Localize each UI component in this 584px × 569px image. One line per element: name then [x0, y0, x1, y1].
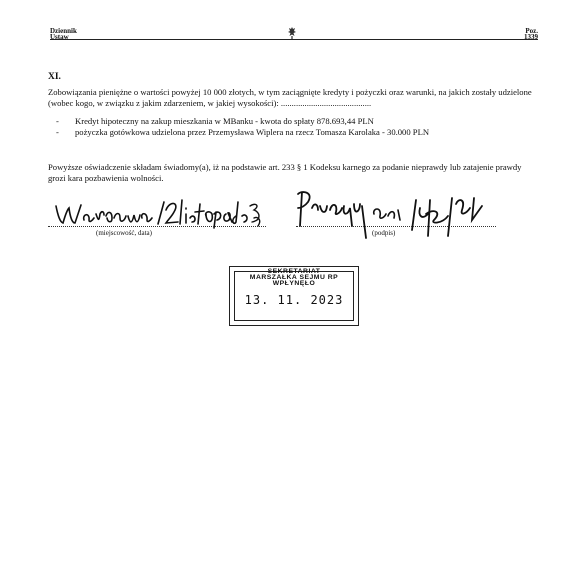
- page-header: [50, 28, 538, 42]
- eagle-emblem-icon: [287, 26, 297, 40]
- journal-name-line1: Dziennik: [50, 27, 77, 35]
- journal-name-line2: Ustaw: [50, 33, 69, 41]
- receipt-stamp: [229, 266, 359, 326]
- position-label: Poz.: [525, 27, 538, 35]
- section-number: XI.: [48, 72, 61, 82]
- place-date-line: [48, 226, 266, 227]
- section-intro: Zobowiązania pieniężne o wartości powyżej 10 000 złotych, w tym zaciągnięte kredyty i pożyczki oraz warunki, na jakich zostały udzielone (wobec kogo, w związku z jakim zdarzeniem, w jakiej wysokości): ..........................................: [48, 87, 532, 108]
- header-rule: [50, 39, 538, 40]
- liabilities-list: [48, 116, 538, 138]
- stamp-line-1: SEKRETARIAT: [267, 268, 321, 275]
- stamp-date: 13. 11. 2023: [244, 293, 344, 307]
- stamp-line-3: WPŁYNĘŁO: [272, 280, 316, 287]
- signature-line: [296, 226, 496, 227]
- list-dash: -: [56, 116, 59, 126]
- signature-caption: (podpis): [372, 229, 396, 237]
- place-date-caption: (miejscowość, data): [96, 229, 152, 237]
- handwritten-place-date: [54, 196, 264, 230]
- list-item-text: Kredyt hipoteczny na zakup mieszkania w MBanku - kwota do spłaty 878.693,44 PLN: [75, 116, 374, 126]
- stamp-line-2: MARSZAŁKA SEJMU RP: [249, 274, 339, 281]
- list-item-text: pożyczka gotówkowa udzielona przez Przemysława Wiplera na rzecz Tomasza Karolaka - 30.000 PLN: [75, 127, 430, 137]
- list-dash: -: [56, 127, 59, 137]
- declaration-text: Powyższe oświadczenie składam świadomy(a), iż na podstawie art. 233 § 1 Kodeksu karnego za podanie nieprawdy lub zatajenie prawdy grozi kara pozbawienia wolności.: [48, 162, 522, 183]
- position-value: 1339: [524, 33, 538, 41]
- list-item: [48, 127, 538, 138]
- list-item: [48, 116, 538, 127]
